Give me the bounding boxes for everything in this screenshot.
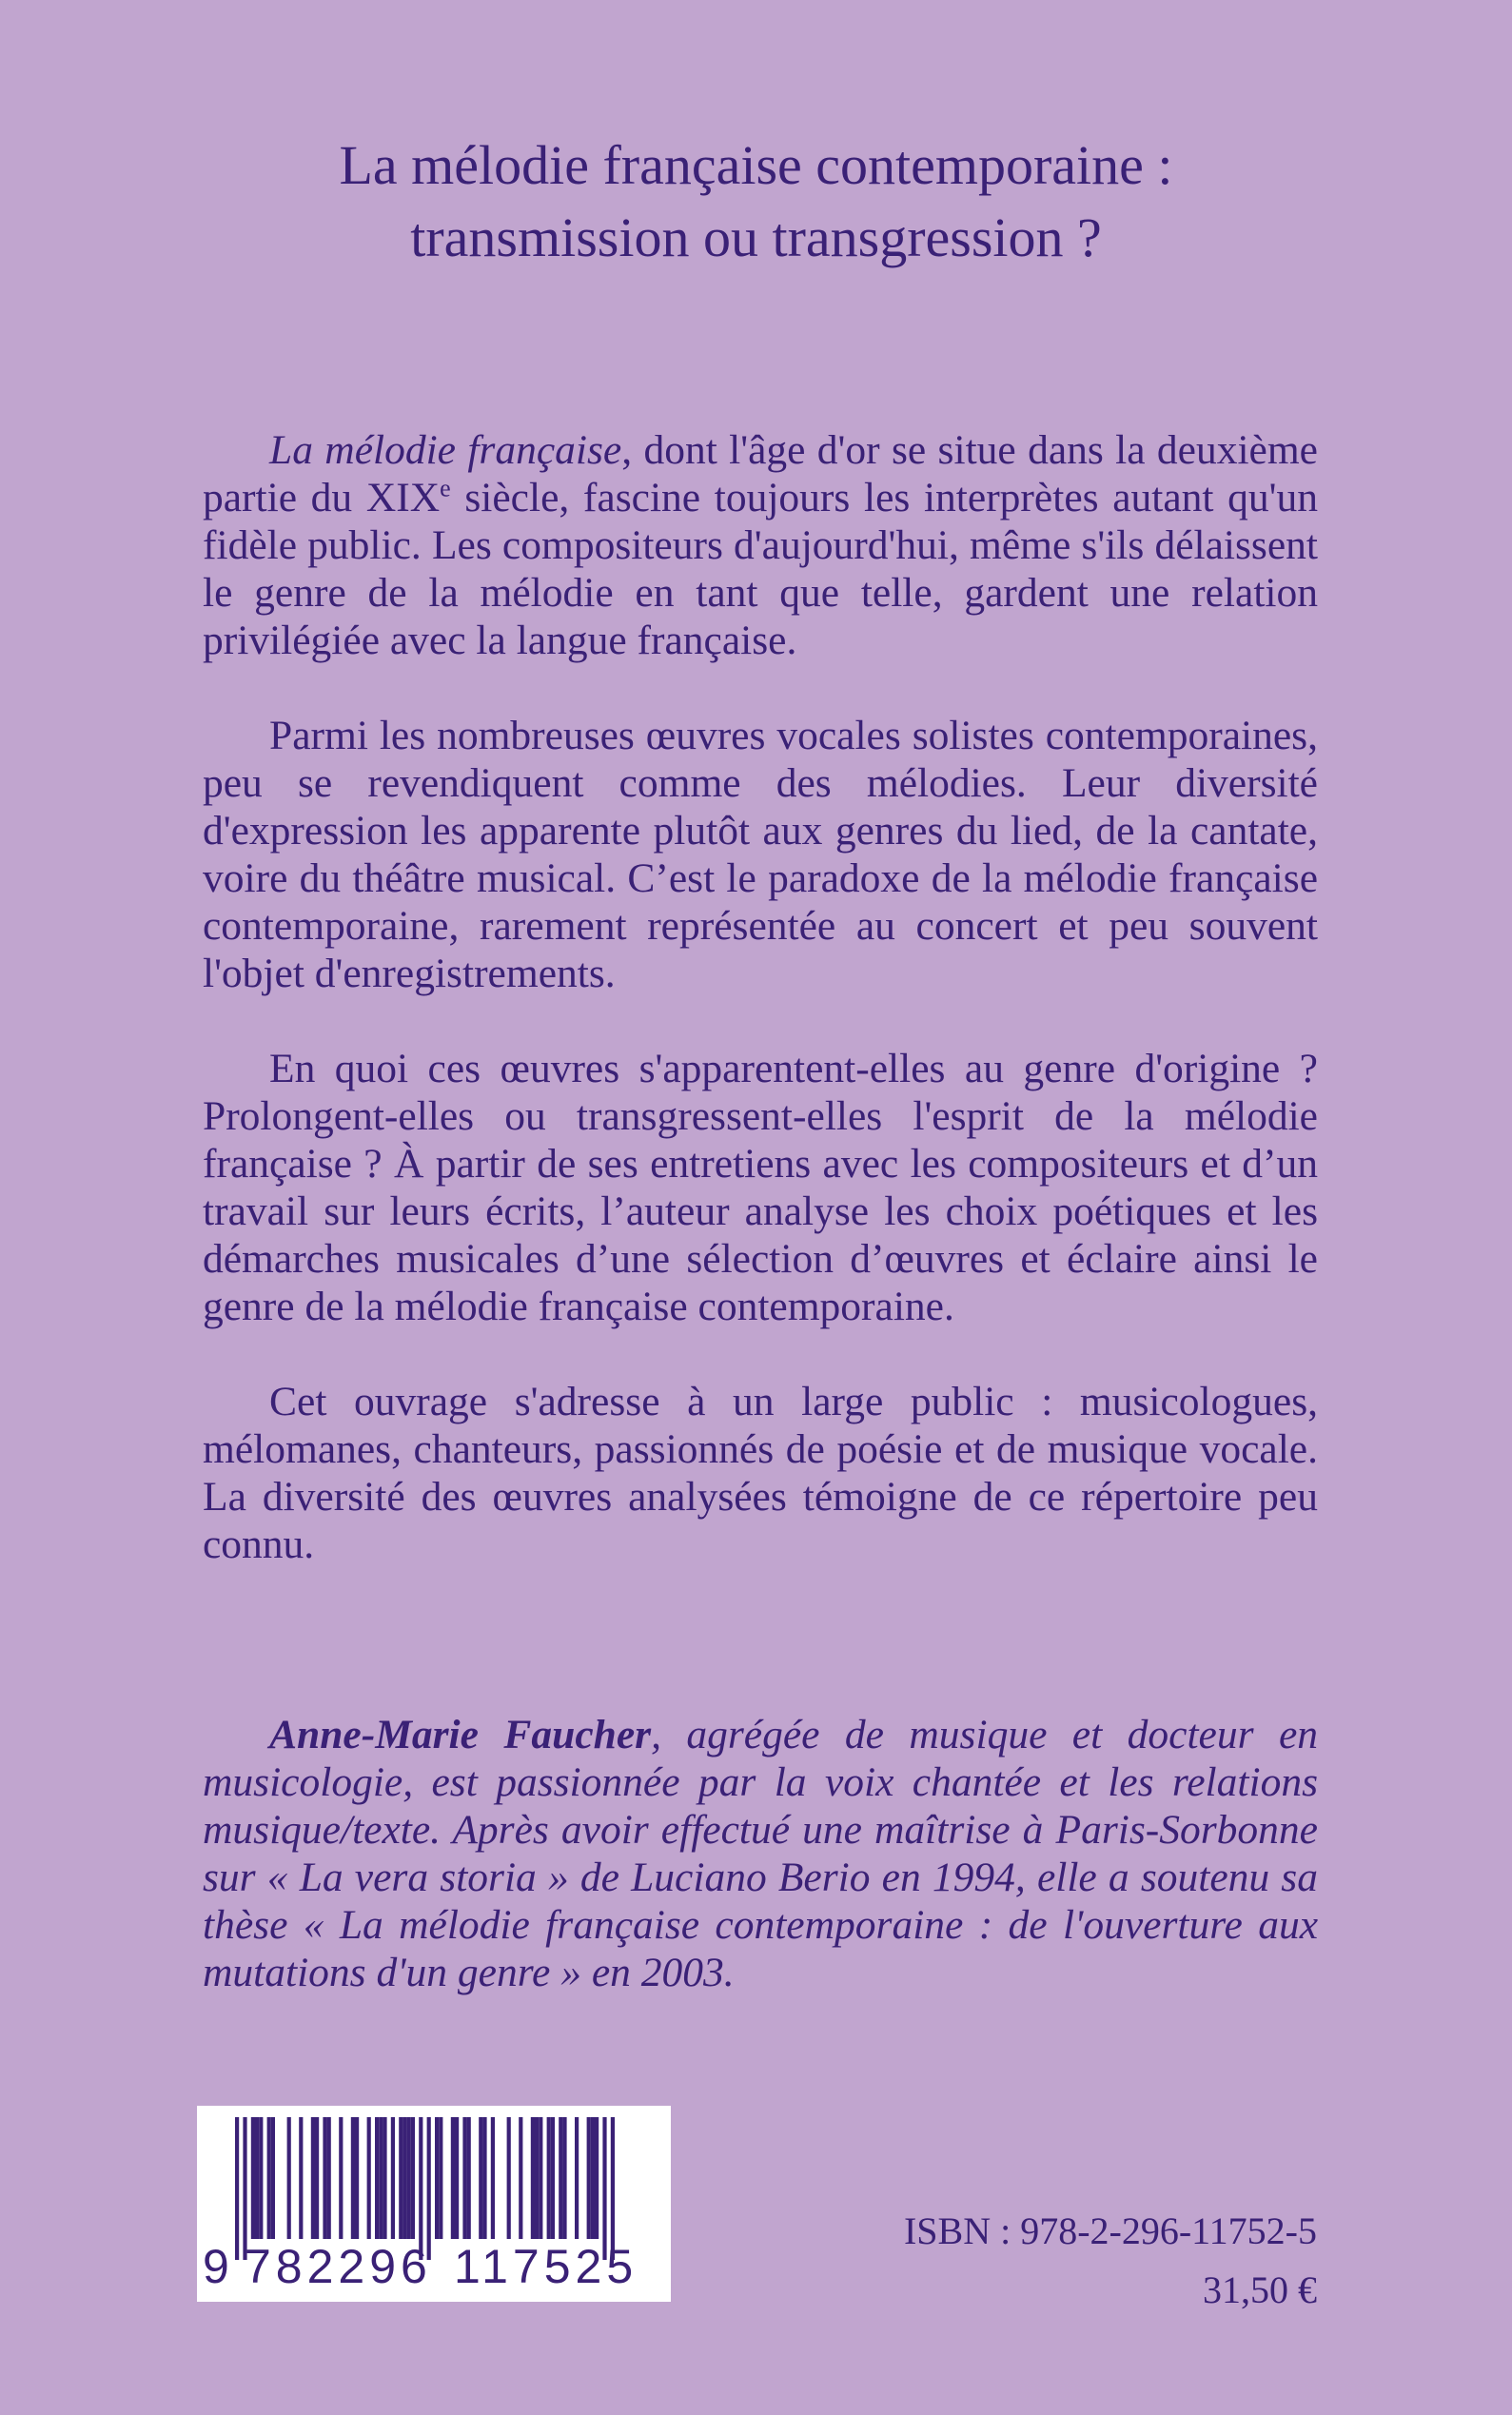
barcode-bar bbox=[299, 2117, 303, 2239]
book-title-line-2: transmission ou transgression ? bbox=[410, 206, 1102, 268]
barcode-bar bbox=[467, 2117, 471, 2239]
barcode-bar bbox=[439, 2117, 442, 2239]
barcode-bar bbox=[271, 2117, 275, 2239]
barcode-bar bbox=[562, 2117, 566, 2239]
author-bio-text: , agrégée de musique et docteur en musicologie, est passionnée par la voix chantée et les relations musique/texte. Après avoir effectué une maîtrise à Paris-Sorbonne sur « La vera storia » de Luciano Berio en 1994, elle a soutenu sa thèse « La mélodie française contemporaine : de l'ouverture aux mutations d'un genre » en 2003. bbox=[203, 1712, 1318, 1995]
blurb-italic-lead: La mélodie française bbox=[269, 427, 622, 473]
blurb-paragraph-3: En quoi ces œuvres s'apparentent-elles au genre d'origine ? Prolongent-elles ou transgressent-elles l'esprit de la mélodie française ? À partir de ses entretiens avec les compositeurs et d’un travail sur leurs écrits, l’auteur analyse les choix poétiques et les démarches musicales d’une sélection d’œuvres et éclaire ainsi le genre de la mélodie française contemporaine. bbox=[203, 1046, 1318, 1329]
barcode-bar bbox=[251, 2117, 255, 2239]
blurb-paragraph-1 bbox=[203, 426, 1318, 664]
barcode-bar bbox=[367, 2117, 371, 2239]
barcode-bar bbox=[339, 2117, 343, 2239]
barcode-bar bbox=[259, 2117, 263, 2239]
blurb-text-a: , dont l'âge d'or se situe dans la deuxième partie du XIX bbox=[203, 427, 1318, 520]
barcode-bar bbox=[379, 2117, 383, 2239]
blurb-text-b: siècle, fascine toujours les interprètes autant qu'un fidèle public. Les compositeurs d'aujourd'hui, même s'ils délaissent le genre de la mélodie en tant que telle, gardent une relation privilégiée avec la langue française. bbox=[203, 475, 1318, 663]
barcode-digits bbox=[197, 2237, 671, 2296]
barcode-bar bbox=[435, 2117, 439, 2239]
barcode-bar bbox=[383, 2117, 386, 2239]
barcode-bar bbox=[391, 2117, 395, 2239]
barcode-bar bbox=[455, 2117, 459, 2239]
author-name: Anne-Marie Faucher bbox=[269, 1712, 652, 1757]
barcode-digits-left: 782296 bbox=[245, 2240, 432, 2293]
barcode-bar bbox=[355, 2117, 359, 2239]
barcode bbox=[197, 2106, 671, 2302]
barcode-bar bbox=[451, 2117, 455, 2239]
blurb-paragraph-2: Parmi les nombreuses œuvres vocales solistes contemporaines, peu se revendiquent comme des mélodies. Leur diversité d'expression les apparente plutôt aux genres du lied, de la cantate, voire du théâtre musical. C’est le paradoxe de la mélodie française contemporaine, rarement représentée au concert et peu souvent l'objet d'enregistrements. bbox=[203, 713, 1318, 996]
barcode-bar bbox=[411, 2117, 415, 2239]
barcode-bar bbox=[267, 2117, 271, 2239]
barcode-bar bbox=[407, 2117, 411, 2239]
isbn: ISBN : 978-2-296-11752-5 bbox=[903, 2209, 1317, 2252]
barcode-digit-first: 9 bbox=[203, 2240, 229, 2293]
barcode-bar bbox=[479, 2117, 482, 2239]
barcode-bar bbox=[323, 2117, 326, 2239]
barcode-bar bbox=[559, 2117, 562, 2239]
barcode-bar bbox=[399, 2117, 403, 2239]
barcode-bar bbox=[311, 2117, 315, 2239]
barcode-bar bbox=[591, 2117, 595, 2239]
barcode-bar bbox=[547, 2117, 551, 2239]
century-superscript: e bbox=[440, 474, 451, 502]
barcode-bar bbox=[351, 2117, 355, 2239]
barcode-digits-right: 117525 bbox=[454, 2240, 638, 2293]
barcode-bar bbox=[595, 2117, 599, 2239]
barcode-bar bbox=[287, 2117, 291, 2239]
book-title-line-1: La mélodie française contemporaine : bbox=[339, 134, 1173, 196]
barcode-bar bbox=[531, 2117, 535, 2239]
barcode-bar bbox=[462, 2117, 466, 2239]
barcode-bar bbox=[507, 2117, 511, 2239]
barcode-bar bbox=[535, 2117, 539, 2239]
barcode-bar bbox=[587, 2117, 591, 2239]
author-bio bbox=[203, 1711, 1318, 1996]
barcode-bar bbox=[375, 2117, 379, 2239]
blurb-paragraph-4: Cet ouvrage s'adresse à un large public : musicologues, mélomanes, chanteurs, passionnés de poésie et de musique vocale. La diversité des œuvres analysées témoigne de ce répertoire peu connu. bbox=[203, 1379, 1318, 1567]
blurb bbox=[203, 426, 1318, 1616]
barcode-bar bbox=[482, 2117, 486, 2239]
barcode-bar bbox=[315, 2117, 319, 2239]
barcode-bar bbox=[551, 2117, 555, 2239]
barcode-bar bbox=[519, 2117, 522, 2239]
book-title bbox=[0, 129, 1512, 274]
barcode-bar bbox=[575, 2117, 579, 2239]
barcode-bar bbox=[491, 2117, 495, 2239]
price: 31,50 € bbox=[1203, 2268, 1317, 2311]
barcode-bar bbox=[539, 2117, 542, 2239]
barcode-bar bbox=[327, 2117, 331, 2239]
barcode-bar bbox=[403, 2117, 406, 2239]
barcode-bar bbox=[255, 2117, 259, 2239]
